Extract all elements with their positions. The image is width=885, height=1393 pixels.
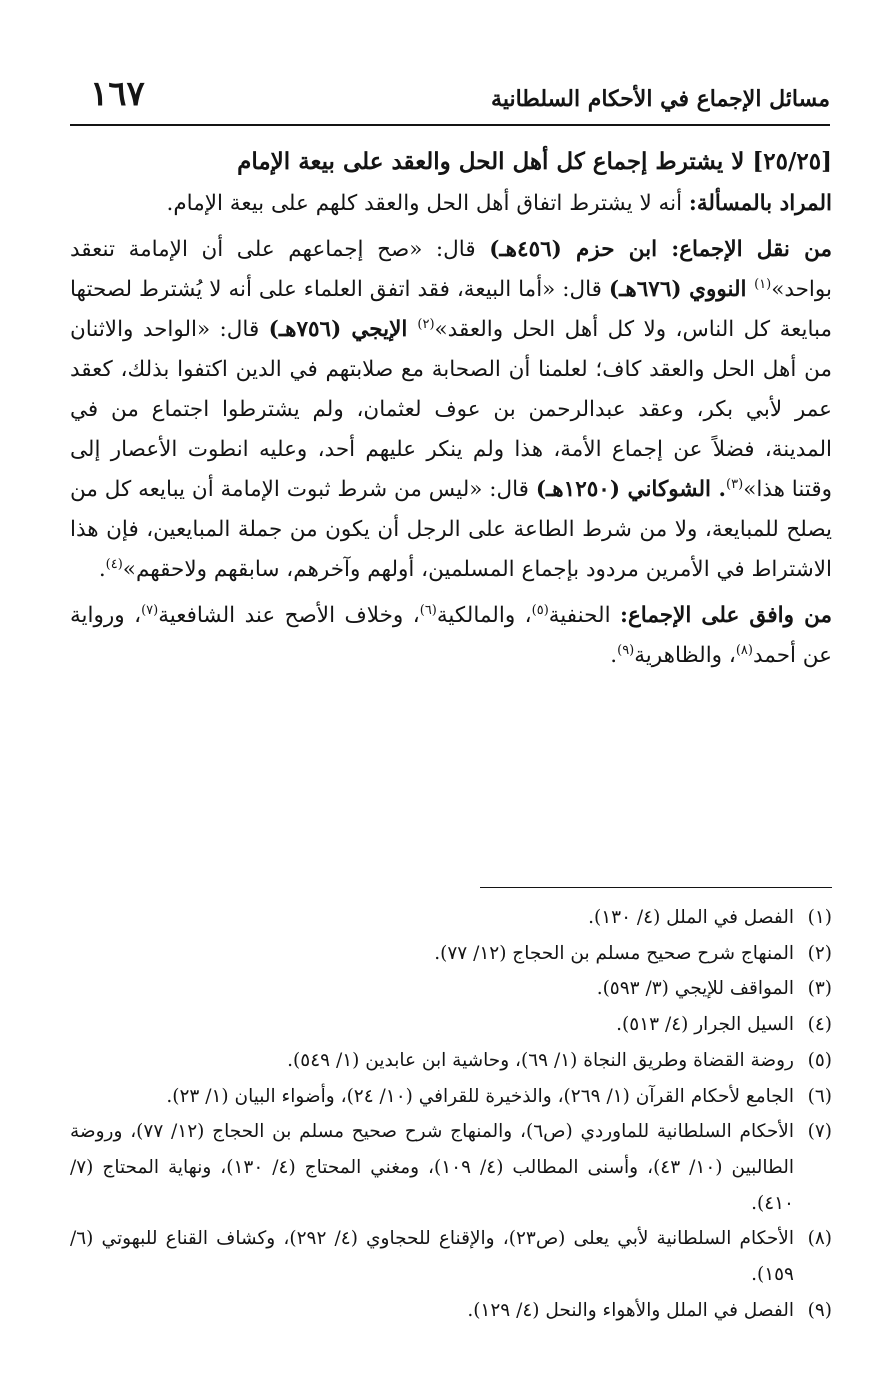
footnote-item xyxy=(70,900,832,936)
footnote-ref-4[interactable]: (٤) xyxy=(105,556,123,572)
scholar-ibn-hazm: ابن حزم (٤٥٦هـ) xyxy=(489,237,672,262)
footnote-number: (٥) xyxy=(807,1049,832,1071)
issue-title: [٢٥/٢٥] لا يشترط إجماع كل أهل الحل والعقد على بيعة الإمام xyxy=(237,148,832,175)
school-shafiiyya: ، وخلاف الأصح عند الشافعية xyxy=(158,603,420,628)
footnote-ref-5[interactable]: (٥) xyxy=(531,602,549,618)
quote-shawkani: قال: «ليس من شرط ثبوت الإمامة أن يبايعه كل من يصلح للمبايعة، ولا من شرط الطاعة على الرجل أن يكون من جملة المبايعين، فإن هذا الاشتراط في الأمرين مردود بإجماع المسلمين، أولهم وآخرهم، سابقهم ولاحقهم» xyxy=(70,477,832,582)
footnote-number: (٤) xyxy=(807,1014,832,1036)
footnote-ref-1[interactable]: (١) xyxy=(754,276,772,292)
footnote-item xyxy=(70,1221,832,1292)
scholar-shawkani: . الشوكاني (١٢٥٠هـ) xyxy=(535,477,727,502)
school-hanafiyya: الحنفية xyxy=(548,603,621,628)
footnote-item xyxy=(70,1293,832,1329)
footnote-separator xyxy=(480,887,832,888)
quote-iji: قال: «الواحد والاثنان من أهل الحل والعقد كاف؛ لعلمنا أن الصحابة مع صلابتهم في الدين اكتفوا بذلك، كعقد عمر لأبي بكر، وعقد عبدالرحمن بن عوف لعثمان، ولم يشترطوا اجتماع من في المدينة، فضلاً عن إجماع الأمة، هذا ولم ينكر عليهم أحد، وعليه انطوت الأعصار إلى وقتنا هذا» xyxy=(70,317,832,502)
footnote-text: الفصل في الملل والأهواء والنحل (٤/ ١٢٩). xyxy=(467,1299,794,1321)
meaning-text: أنه لا يشترط اتفاق أهل الحل والعقد كلهم على بيعة الإمام. xyxy=(166,191,689,216)
footnote-text: الجامع لأحكام القرآن (١/ ٢٦٩)، والذخيرة للقرافي (١٠/ ٢٤)، وأضواء البيان (١/ ٢٣). xyxy=(166,1085,794,1107)
footnote-number: (٣) xyxy=(807,978,832,1000)
footnote-ref-8[interactable]: (٨) xyxy=(735,642,753,658)
footnote-text: الفصل في الملل (٤/ ١٣٠). xyxy=(588,907,794,928)
footnote-ref-3[interactable]: (٣) xyxy=(726,476,744,492)
running-title: مسائل الإجماع في الأحكام السلطانية xyxy=(491,86,830,112)
transmitters-paragraph xyxy=(70,230,832,590)
header-rule xyxy=(70,124,830,126)
footnote-item xyxy=(70,936,832,972)
quote-ibn-hazm: قال: «صح إجماعهم على أن الإمامة تنعقد بواحد» xyxy=(70,237,832,302)
school-zahiriyya: ، والظاهرية xyxy=(634,643,736,668)
footnote-text: السيل الجرار (٤/ ٥١٣). xyxy=(616,1014,794,1036)
footnote-text: روضة القضاة وطريق النجاة (١/ ٦٩)، وحاشية ابن عابدين (١/ ٥٤٩). xyxy=(287,1049,794,1071)
footnote-text: المنهاج شرح صحيح مسلم بن الحجاج (١٢/ ٧٧). xyxy=(434,942,794,964)
footnote-ref-7[interactable]: (٧) xyxy=(141,602,159,618)
page-header xyxy=(70,70,830,126)
footnote-number: (٨) xyxy=(807,1228,832,1250)
footnote-number: (١) xyxy=(807,907,832,928)
footnote-number: (٦) xyxy=(807,1085,832,1107)
footnote-ref-9[interactable]: (٩) xyxy=(617,642,635,658)
footnote-number: (٩) xyxy=(807,1299,832,1321)
agreement-paragraph xyxy=(70,596,832,676)
footnote-text: الأحكام السلطانية للماوردي (ص٦)، والمنهاج شرح صحيح مسلم بن الحجاج (١٢/ ٧٧)، وروضة الطالبين (١٠/ ٤٣)، وأسنى المطالب (٤/ ١٠٩)، ومغني المحتاج (٤/ ١٣٠)، ونهاية المحتاج (٧/ ٤١٠). xyxy=(70,1121,794,1214)
footnote-text: المواقف للإيجي (٣/ ٥٩٣). xyxy=(596,978,794,1000)
quote-nawawi: قال: «أما البيعة، فقد اتفق العلماء على أنه لا يُشترط لصحتها مبايعة كل الناس، ولا كل أهل الحل والعقد» xyxy=(70,277,833,342)
agreement-end: . xyxy=(610,643,618,668)
school-malikiyya: ، والمالكية xyxy=(436,603,532,628)
agreement-lead: من وافق على الإجماع: xyxy=(620,603,832,628)
footnote-item xyxy=(70,1043,832,1079)
footnotes xyxy=(70,900,832,1328)
footnote-item xyxy=(70,1079,832,1115)
footnote-text: الأحكام السلطانية لأبي يعلى (ص٢٣)، والإقناع للحجاوي (٤/ ٢٩٢)، وكشاف القناع للبهوتي (٦/ ١٥٩). xyxy=(70,1228,794,1286)
footnote-number: (٢) xyxy=(807,942,832,964)
footnote-ref-6[interactable]: (٦) xyxy=(419,602,437,618)
scholar-nawawi: النووي (٦٧٦هـ) xyxy=(608,277,755,302)
scholar-iji: الإيجي (٧٥٦هـ) xyxy=(268,317,418,342)
transmitters-lead: من نقل الإجماع: xyxy=(671,237,833,262)
footnote-number: (٧) xyxy=(807,1121,832,1143)
footnote-ref-2[interactable]: (٢) xyxy=(417,316,435,332)
school-ahmad: ، ورواية عن أحمد xyxy=(70,603,832,668)
page-number: ١٦٧ xyxy=(90,74,145,114)
footnote-item xyxy=(70,1007,832,1043)
meaning-lead: المراد بالمسألة: xyxy=(688,191,832,216)
footnote-item xyxy=(70,1114,832,1221)
footnote-item xyxy=(70,971,832,1007)
transmitters-end: . xyxy=(98,557,106,582)
main-text xyxy=(70,142,832,682)
meaning-paragraph xyxy=(70,184,832,224)
